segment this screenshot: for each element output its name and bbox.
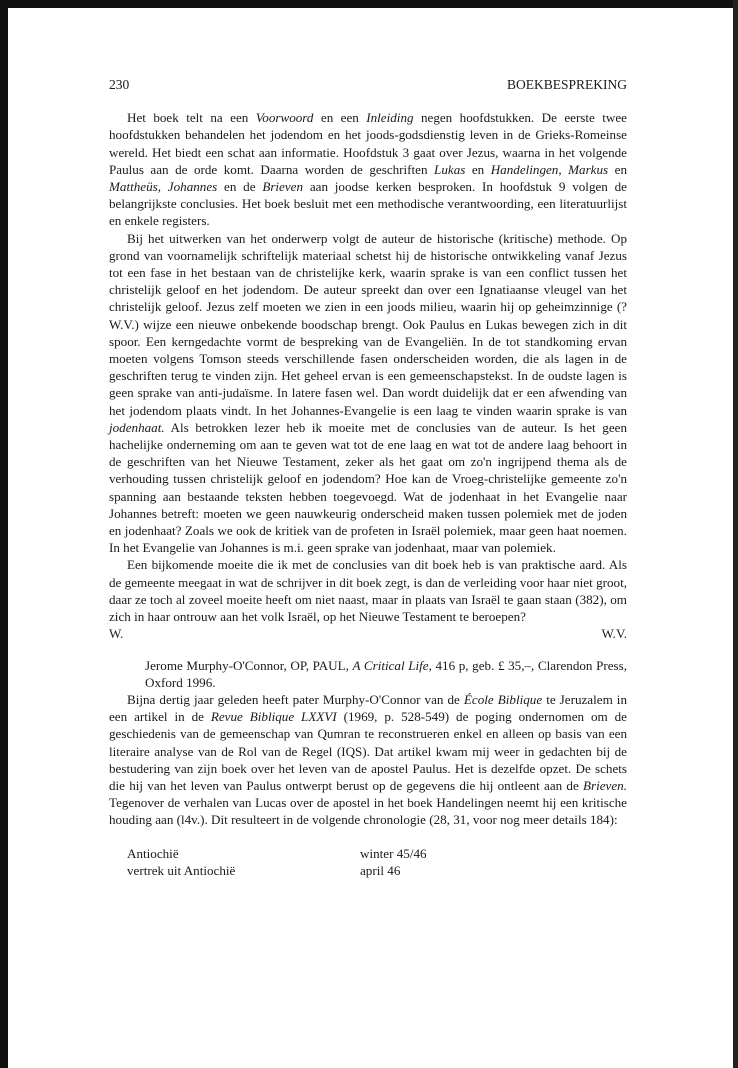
chronology-date: april 46 (360, 862, 401, 878)
chronology-list (127, 845, 627, 879)
review-paragraph: Bijna dertig jaar geleden heeft pater Murphy-O'Connor van de École Biblique te Jeruzalem in een artikel in de Revue Biblique LXXVI (1969, p. 528-549) de poging ondernomen om de geschiedenis van de gemeenschap van Qumran te reconstrueren enkel en alleen op basis van een literaire analyse van de Rol van de Regel (IQS). Dat artikel kwam mij weer in gedachten bij de bestudering van zijn boek over het leven van de apostel Paulus. Het is dezelfde opzet. De schets die hij van het leven van Paulus ontwerpt berust op de gegevens die hij ontleent aan de Brieven. Tegenover de verhalen van Lucas over de apostel in het boek Handelingen neemt hij een kritische houding aan (l4v.). Dit resulteert in de volgende chronologie (28, 31, voor nog meer details 184): (109, 691, 627, 828)
chronology-place: Antiochië (127, 845, 179, 861)
scan-border-right (733, 0, 738, 1068)
chronology-date: winter 45/46 (360, 845, 427, 861)
review-paragraph: Het boek telt na een Voorwoord en een Inleiding negen hoofdstukken. De eerste twee hoofdstukken behandelen het jodendom en het joods-godsdienstig leven in de Grieks-Romeinse wereld. Het biedt een schat aan informatie. Hoofdstuk 3 gaat over Jezus, waarna in het volgende Paulus aan de orde komt. Daarna worden de geschriften Lukas en Handelingen, Markus en Mattheüs, Johannes en de Brieven aan joodse kerken besproken. In hoofdstuk 9 volgen de belangrijkste conclusies. Het boek besluit met een methodische verantwoording, een literatuurlijst en enkele registers. (109, 110, 628, 229)
italic-term: Mattheüs, Johannes (109, 179, 218, 195)
scan-border-left (0, 0, 8, 1068)
italic-term: École Biblique (463, 691, 543, 707)
italic-term: A Critical Life (352, 657, 429, 673)
italic-term: jodenhaat. (109, 419, 165, 435)
review-signoff (109, 625, 627, 642)
page-number: 230 (109, 77, 130, 92)
review-paragraph: Een bijkomende moeite die ik met de conclusies van dit boek heb is van praktische aard. Als de gemeente meegaat in wat de schrijver in dit boek zegt, is dan de verleiding voor haar niet groot, daar ze toch al zoveel moeite heeft om niet naast, maar in plaats van Israël te gaan staan (382), om zich in haar ontrouw aan het volk Israël, op het Nieuwe Testament te beroepen? (109, 557, 627, 625)
review-paragraph: Bij het uitwerken van het onderwerp volgt de auteur de historische (kritische) methode. Op grond van voornamelijk schriftelijk materiaal schetst hij de historische ontwikkeling vanaf Jezus tot een fase in het bestaan van de christelijke kerk, waarin sprake is van een conflict tussen het christelijk geloof en het jodendom. De auteur spreekt dan over een Ignatiaanse vleugel van het christelijk geloof. Jezus zelf moeten we zien in een joods milieu, waarin hij op geheimzinnige (?W.V.) wijze een nieuwe onbekende boodschap brengt. Ook Paulus en Lukas bewegen zich in dit spoor. Een kerngedachte vormt de bespreking van de Evangeliën. In de tot standkoming ervan moeten volgens Tomson steeds verschillende fasen onderscheiden worden, die als lagen in de geschriften terug te vinden zijn. Het geheel ervan is een gemeenschapstekst. In de oudste lagen is geen sprake van anti-judaïsme. In latere fasen wel. Dan wordt duidelijk dat er een afwending van het jodendom plaats vindt. In het Johannes-Evangelie is een laag te vinden waarin sprake is van jodenhaat. Als betrokken lezer heb ik moeite met de conclusies van de auteur. Is het geen hachelijke onderneming om aan te geven wat tot de ene laag en wat tot de andere laag behoort in de geschriften van het Nieuwe Testament, zeker als het gaat om zo'n ingrijpend thema als de verhouding tussen christelijk geloof en jodendom? Hoe kan de Vroeg-christelijke gemeente zo'n spanning aan bestaande teksten hebben toegevoegd. Wat de jodenhaat in het Evangelie naar Johannes betreft: moeten we geen nauwkeurig onderscheid maken tussen polemiek met de joden en jodenhaat? Zoals we ook de kritiek van de profeten in Israël polemiek, maar geen haat noemen. In het Evangelie van Johannes is m.i. geen sprake van jodenhaat, maar van polemiek. (109, 230, 627, 556)
signoff-right: W.V. (601, 626, 627, 642)
chronology-row (127, 862, 627, 879)
book-citation: Jerome Murphy-O'Connor, OP, PAUL, A Critical Life, 416 p, geb. £ 35,–, Clarendon Press, Oxford 1996. (145, 657, 627, 690)
italic-term: Revue Biblique LXXVI (210, 709, 337, 725)
italic-term: Brieven. (583, 777, 627, 793)
italic-term: Voorwoord (255, 110, 314, 126)
running-title: BOEKBESPREKING (506, 77, 627, 92)
running-header (109, 76, 627, 93)
chronology-place: vertrek uit Antiochië (127, 862, 236, 878)
chronology-row (127, 845, 627, 862)
signoff-left: W. (109, 626, 124, 642)
italic-term: Lukas (434, 161, 466, 177)
page-body (109, 76, 627, 879)
italic-term: Brieven (262, 179, 304, 195)
scan-border-top (0, 0, 738, 8)
italic-term: Inleiding (366, 110, 414, 126)
italic-term: Handelingen, Markus (490, 161, 609, 177)
